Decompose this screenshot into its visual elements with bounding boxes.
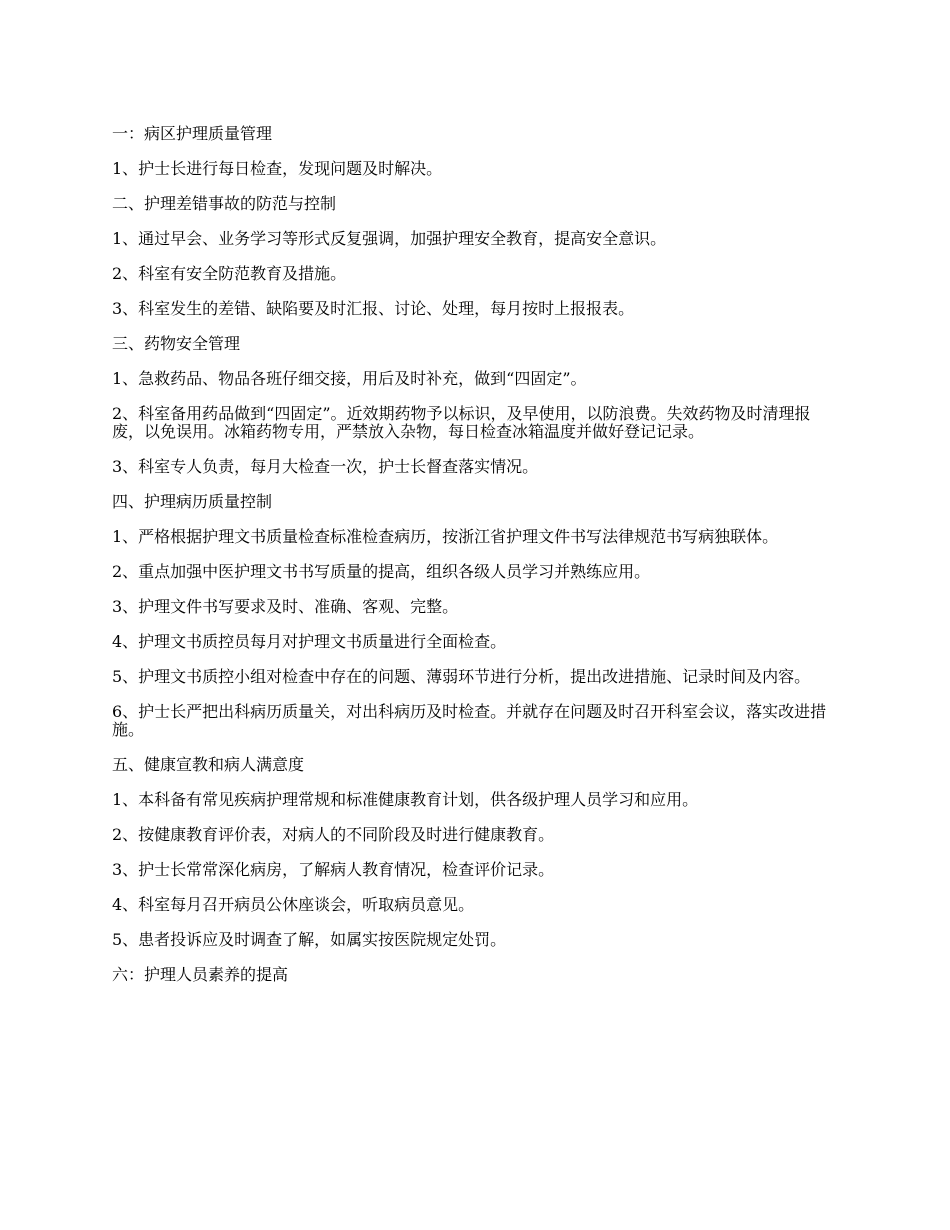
section-5-item-3: 3、护士长常常深化病房，了解病人教育情况，检查评价记录。 [112, 860, 555, 879]
section-heading-1: 一：病区护理质量管理 [112, 124, 273, 143]
section-heading-5: 五、健康宣教和病人满意度 [112, 755, 305, 774]
section-4-item-6: 6、护士长严把出科病历质量关，对出科病历及时检查。并就存在问题及时召开科室会议，落实改进措施。 [112, 702, 827, 739]
section-3-item-2: 2、科室备用药品做到“四固定”。近效期药物予以标识，及早使用，以防浪费。失效药物及时清理报废，以免误用。冰箱药物专用，严禁放入杂物，每日检查冰箱温度并做好登记记录。 [112, 404, 811, 441]
section-heading-3: 三、药物安全管理 [112, 334, 241, 353]
section-5-item-4: 4、科室每月召开病员公休座谈会，听取病员意见。 [112, 895, 475, 914]
section-4-item-5: 5、护理文书质控小组对检查中存在的问题、薄弱环节进行分析，提出改进措施、记录时间及内容。 [112, 667, 811, 686]
section-2-item-3: 3、科室发生的差错、缺陷要及时汇报、讨论、处理，每月按时上报报表。 [112, 299, 635, 318]
section-4-item-1: 1、严格根据护理文书质量检查标准检查病历，按浙江省护理文件书写法律规范书写病独联体。 [112, 527, 779, 546]
section-5-item-1: 1、本科备有常见疾病护理常规和标准健康教育计划，供各级护理人员学习和应用。 [112, 790, 699, 809]
section-3-item-3: 3、科室专人负责，每月大检查一次，护士长督查落实情况。 [112, 457, 539, 476]
section-4-item-4: 4、护理文书质控员每月对护理文书质量进行全面检查。 [112, 632, 507, 651]
section-3-item-1: 1、急救药品、物品各班仔细交接，用后及时补充，做到“四固定”。 [112, 369, 587, 388]
section-2-item-1: 1、通过早会、业务学习等形式反复强调，加强护理安全教育，提高安全意识。 [112, 229, 667, 248]
section-4-item-2: 2、重点加强中医护理文书书写质量的提高，组织各级人员学习并熟练应用。 [112, 562, 651, 581]
section-2-item-2: 2、科室有安全防范教育及措施。 [112, 264, 347, 283]
document-page [112, 125, 840, 1001]
section-heading-2: 二、护理差错事故的防范与控制 [112, 194, 337, 213]
section-heading-6: 六：护理人员素养的提高 [112, 965, 289, 984]
section-1-item-1: 1、护士长进行每日检查，发现问题及时解决。 [112, 159, 443, 178]
section-heading-4: 四、护理病历质量控制 [112, 492, 273, 511]
section-4-item-3: 3、护理文件书写要求及时、准确、客观、完整。 [112, 597, 459, 616]
section-5-item-5: 5、患者投诉应及时调查了解，如属实按医院规定处罚。 [112, 930, 507, 949]
section-5-item-2: 2、按健康教育评价表，对病人的不同阶段及时进行健康教育。 [112, 825, 555, 844]
